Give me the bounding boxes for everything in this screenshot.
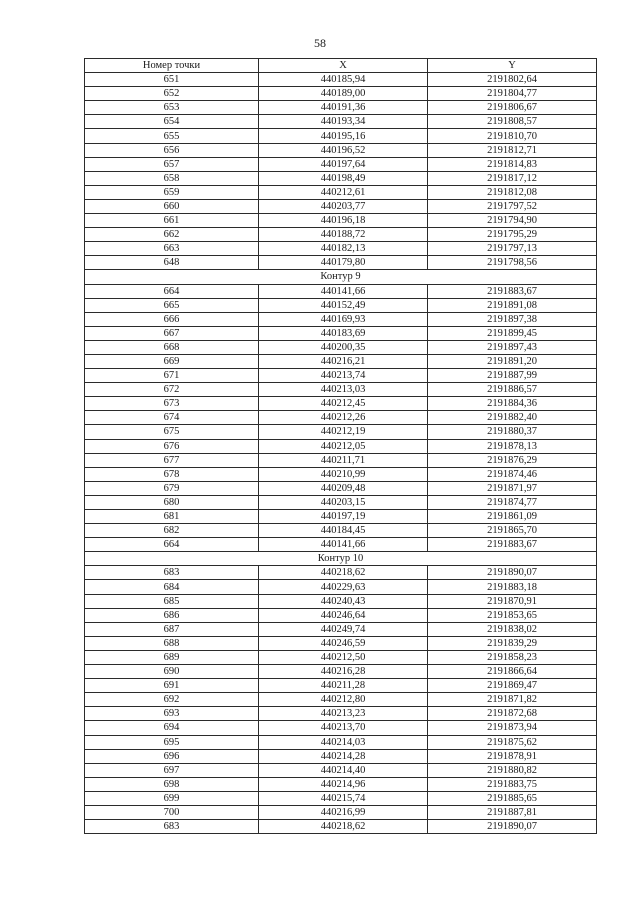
cell-y: 2191876,29 bbox=[428, 453, 597, 467]
cell-y: 2191874,77 bbox=[428, 495, 597, 509]
cell-x: 440182,13 bbox=[259, 242, 428, 256]
cell-x: 440215,74 bbox=[259, 791, 428, 805]
cell-x: 440188,72 bbox=[259, 228, 428, 242]
cell-y: 2191875,62 bbox=[428, 735, 597, 749]
cell-x: 440183,69 bbox=[259, 326, 428, 340]
cell-y: 2191797,52 bbox=[428, 199, 597, 213]
table-row bbox=[85, 369, 597, 383]
cell-point-number: 661 bbox=[85, 214, 259, 228]
cell-y: 2191887,81 bbox=[428, 805, 597, 819]
table-row bbox=[85, 608, 597, 622]
cell-x: 440212,45 bbox=[259, 397, 428, 411]
cell-y: 2191886,57 bbox=[428, 383, 597, 397]
table-row bbox=[85, 157, 597, 171]
cell-point-number: 680 bbox=[85, 495, 259, 509]
cell-y: 2191858,23 bbox=[428, 650, 597, 664]
cell-x: 440216,21 bbox=[259, 354, 428, 368]
cell-x: 440216,99 bbox=[259, 805, 428, 819]
table-row bbox=[85, 284, 597, 298]
cell-x: 440214,96 bbox=[259, 777, 428, 791]
table-row bbox=[85, 439, 597, 453]
cell-point-number: 683 bbox=[85, 566, 259, 580]
cell-x: 440218,62 bbox=[259, 566, 428, 580]
table-row bbox=[85, 693, 597, 707]
cell-y: 2191885,65 bbox=[428, 791, 597, 805]
cell-point-number: 662 bbox=[85, 228, 259, 242]
table-row bbox=[85, 199, 597, 213]
cell-point-number: 675 bbox=[85, 425, 259, 439]
table-row bbox=[85, 594, 597, 608]
cell-x: 440218,62 bbox=[259, 820, 428, 834]
cell-point-number: 690 bbox=[85, 665, 259, 679]
table-row bbox=[85, 707, 597, 721]
cell-x: 440240,43 bbox=[259, 594, 428, 608]
cell-point-number: 679 bbox=[85, 481, 259, 495]
header-x: X bbox=[259, 59, 428, 73]
cell-x: 440196,18 bbox=[259, 214, 428, 228]
header-point-number: Номер точки bbox=[85, 59, 259, 73]
table-row bbox=[85, 383, 597, 397]
table-row bbox=[85, 397, 597, 411]
cell-x: 440185,94 bbox=[259, 73, 428, 87]
cell-point-number: 683 bbox=[85, 820, 259, 834]
table-row bbox=[85, 524, 597, 538]
cell-x: 440169,93 bbox=[259, 312, 428, 326]
cell-x: 440210,99 bbox=[259, 467, 428, 481]
cell-x: 440141,66 bbox=[259, 284, 428, 298]
table-row bbox=[85, 566, 597, 580]
cell-y: 2191891,20 bbox=[428, 354, 597, 368]
table-row bbox=[85, 115, 597, 129]
cell-x: 440212,05 bbox=[259, 439, 428, 453]
cell-y: 2191897,43 bbox=[428, 340, 597, 354]
table-row bbox=[85, 242, 597, 256]
cell-point-number: 678 bbox=[85, 467, 259, 481]
table-row bbox=[85, 87, 597, 101]
cell-y: 2191872,68 bbox=[428, 707, 597, 721]
cell-point-number: 677 bbox=[85, 453, 259, 467]
cell-x: 440141,66 bbox=[259, 538, 428, 552]
cell-y: 2191899,45 bbox=[428, 326, 597, 340]
cell-point-number: 681 bbox=[85, 510, 259, 524]
cell-y: 2191897,38 bbox=[428, 312, 597, 326]
cell-point-number: 700 bbox=[85, 805, 259, 819]
table-row bbox=[85, 143, 597, 157]
table-row bbox=[85, 538, 597, 552]
cell-point-number: 693 bbox=[85, 707, 259, 721]
cell-y: 2191802,64 bbox=[428, 73, 597, 87]
table-row bbox=[85, 298, 597, 312]
cell-x: 440214,40 bbox=[259, 763, 428, 777]
table-row bbox=[85, 340, 597, 354]
cell-point-number: 689 bbox=[85, 650, 259, 664]
cell-x: 440229,63 bbox=[259, 580, 428, 594]
table-row bbox=[85, 820, 597, 834]
table-row bbox=[85, 679, 597, 693]
cell-point-number: 676 bbox=[85, 439, 259, 453]
table-row bbox=[85, 636, 597, 650]
cell-x: 440246,64 bbox=[259, 608, 428, 622]
cell-x: 440249,74 bbox=[259, 622, 428, 636]
cell-x: 440203,15 bbox=[259, 495, 428, 509]
cell-point-number: 665 bbox=[85, 298, 259, 312]
cell-y: 2191871,82 bbox=[428, 693, 597, 707]
cell-y: 2191890,07 bbox=[428, 566, 597, 580]
table-row bbox=[85, 735, 597, 749]
table-row bbox=[85, 256, 597, 270]
cell-point-number: 668 bbox=[85, 340, 259, 354]
coordinates-table bbox=[84, 58, 597, 834]
table-row bbox=[85, 749, 597, 763]
cell-y: 2191817,12 bbox=[428, 171, 597, 185]
cell-point-number: 663 bbox=[85, 242, 259, 256]
cell-x: 440211,71 bbox=[259, 453, 428, 467]
table-body bbox=[85, 73, 597, 834]
table-header-row bbox=[85, 59, 597, 73]
cell-point-number: 664 bbox=[85, 284, 259, 298]
cell-x: 440198,49 bbox=[259, 171, 428, 185]
cell-y: 2191871,97 bbox=[428, 481, 597, 495]
cell-point-number: 697 bbox=[85, 763, 259, 777]
cell-x: 440179,80 bbox=[259, 256, 428, 270]
table-row bbox=[85, 622, 597, 636]
cell-point-number: 673 bbox=[85, 397, 259, 411]
cell-point-number: 674 bbox=[85, 411, 259, 425]
table-row bbox=[85, 73, 597, 87]
cell-point-number: 666 bbox=[85, 312, 259, 326]
table-row bbox=[85, 129, 597, 143]
cell-point-number: 654 bbox=[85, 115, 259, 129]
cell-y: 2191866,64 bbox=[428, 665, 597, 679]
section-title: Контур 10 bbox=[85, 552, 597, 566]
table-row bbox=[85, 411, 597, 425]
table-row bbox=[85, 228, 597, 242]
cell-x: 440214,28 bbox=[259, 749, 428, 763]
cell-x: 440211,28 bbox=[259, 679, 428, 693]
cell-point-number: 699 bbox=[85, 791, 259, 805]
cell-x: 440213,70 bbox=[259, 721, 428, 735]
cell-y: 2191853,65 bbox=[428, 608, 597, 622]
cell-point-number: 684 bbox=[85, 580, 259, 594]
cell-y: 2191874,46 bbox=[428, 467, 597, 481]
cell-y: 2191869,47 bbox=[428, 679, 597, 693]
cell-x: 440246,59 bbox=[259, 636, 428, 650]
cell-x: 440213,23 bbox=[259, 707, 428, 721]
cell-y: 2191884,36 bbox=[428, 397, 597, 411]
cell-y: 2191882,40 bbox=[428, 411, 597, 425]
section-title-row bbox=[85, 270, 597, 284]
cell-x: 440212,50 bbox=[259, 650, 428, 664]
cell-y: 2191878,13 bbox=[428, 439, 597, 453]
table-row bbox=[85, 721, 597, 735]
cell-point-number: 648 bbox=[85, 256, 259, 270]
cell-y: 2191883,67 bbox=[428, 538, 597, 552]
cell-point-number: 667 bbox=[85, 326, 259, 340]
cell-point-number: 657 bbox=[85, 157, 259, 171]
cell-y: 2191890,07 bbox=[428, 820, 597, 834]
table-row bbox=[85, 101, 597, 115]
cell-point-number: 655 bbox=[85, 129, 259, 143]
cell-point-number: 651 bbox=[85, 73, 259, 87]
cell-point-number: 653 bbox=[85, 101, 259, 115]
cell-y: 2191887,99 bbox=[428, 369, 597, 383]
page-number: 58 bbox=[314, 36, 326, 50]
table-row bbox=[85, 481, 597, 495]
cell-y: 2191812,08 bbox=[428, 185, 597, 199]
cell-y: 2191795,29 bbox=[428, 228, 597, 242]
cell-y: 2191861,09 bbox=[428, 510, 597, 524]
cell-x: 440214,03 bbox=[259, 735, 428, 749]
table-row bbox=[85, 791, 597, 805]
cell-y: 2191873,94 bbox=[428, 721, 597, 735]
cell-point-number: 656 bbox=[85, 143, 259, 157]
table-row bbox=[85, 763, 597, 777]
cell-y: 2191883,67 bbox=[428, 284, 597, 298]
cell-point-number: 695 bbox=[85, 735, 259, 749]
cell-point-number: 669 bbox=[85, 354, 259, 368]
cell-point-number: 664 bbox=[85, 538, 259, 552]
table-row bbox=[85, 354, 597, 368]
table-row bbox=[85, 510, 597, 524]
cell-y: 2191839,29 bbox=[428, 636, 597, 650]
table-row bbox=[85, 312, 597, 326]
cell-point-number: 660 bbox=[85, 199, 259, 213]
cell-point-number: 686 bbox=[85, 608, 259, 622]
cell-x: 440197,19 bbox=[259, 510, 428, 524]
cell-y: 2191891,08 bbox=[428, 298, 597, 312]
cell-x: 440209,48 bbox=[259, 481, 428, 495]
cell-point-number: 694 bbox=[85, 721, 259, 735]
table-row bbox=[85, 185, 597, 199]
cell-y: 2191806,67 bbox=[428, 101, 597, 115]
cell-x: 440189,00 bbox=[259, 87, 428, 101]
cell-y: 2191808,57 bbox=[428, 115, 597, 129]
cell-x: 440212,26 bbox=[259, 411, 428, 425]
cell-x: 440212,19 bbox=[259, 425, 428, 439]
cell-x: 440212,80 bbox=[259, 693, 428, 707]
table-row bbox=[85, 467, 597, 481]
cell-point-number: 685 bbox=[85, 594, 259, 608]
cell-y: 2191797,13 bbox=[428, 242, 597, 256]
cell-y: 2191865,70 bbox=[428, 524, 597, 538]
cell-x: 440191,36 bbox=[259, 101, 428, 115]
section-title-row bbox=[85, 552, 597, 566]
table-row bbox=[85, 665, 597, 679]
cell-point-number: 671 bbox=[85, 369, 259, 383]
header-y: Y bbox=[428, 59, 597, 73]
cell-point-number: 696 bbox=[85, 749, 259, 763]
cell-point-number: 698 bbox=[85, 777, 259, 791]
section-title: Контур 9 bbox=[85, 270, 597, 284]
cell-y: 2191880,82 bbox=[428, 763, 597, 777]
cell-y: 2191812,71 bbox=[428, 143, 597, 157]
cell-x: 440213,74 bbox=[259, 369, 428, 383]
cell-x: 440152,49 bbox=[259, 298, 428, 312]
table-row bbox=[85, 425, 597, 439]
table-row bbox=[85, 580, 597, 594]
cell-y: 2191804,77 bbox=[428, 87, 597, 101]
cell-y: 2191883,75 bbox=[428, 777, 597, 791]
table-row bbox=[85, 214, 597, 228]
table-row bbox=[85, 326, 597, 340]
cell-point-number: 682 bbox=[85, 524, 259, 538]
cell-point-number: 659 bbox=[85, 185, 259, 199]
table-row bbox=[85, 777, 597, 791]
table-row bbox=[85, 805, 597, 819]
cell-x: 440216,28 bbox=[259, 665, 428, 679]
cell-x: 440184,45 bbox=[259, 524, 428, 538]
cell-x: 440193,34 bbox=[259, 115, 428, 129]
table-row bbox=[85, 650, 597, 664]
cell-y: 2191814,83 bbox=[428, 157, 597, 171]
cell-y: 2191794,90 bbox=[428, 214, 597, 228]
cell-y: 2191810,70 bbox=[428, 129, 597, 143]
cell-point-number: 652 bbox=[85, 87, 259, 101]
cell-y: 2191883,18 bbox=[428, 580, 597, 594]
cell-y: 2191880,37 bbox=[428, 425, 597, 439]
table-row bbox=[85, 495, 597, 509]
cell-y: 2191838,02 bbox=[428, 622, 597, 636]
cell-x: 440196,52 bbox=[259, 143, 428, 157]
cell-x: 440213,03 bbox=[259, 383, 428, 397]
cell-y: 2191878,91 bbox=[428, 749, 597, 763]
cell-x: 440203,77 bbox=[259, 199, 428, 213]
cell-x: 440197,64 bbox=[259, 157, 428, 171]
cell-point-number: 688 bbox=[85, 636, 259, 650]
cell-y: 2191798,56 bbox=[428, 256, 597, 270]
cell-point-number: 672 bbox=[85, 383, 259, 397]
cell-point-number: 687 bbox=[85, 622, 259, 636]
cell-x: 440195,16 bbox=[259, 129, 428, 143]
cell-point-number: 658 bbox=[85, 171, 259, 185]
cell-point-number: 691 bbox=[85, 679, 259, 693]
table-row bbox=[85, 453, 597, 467]
table-row bbox=[85, 171, 597, 185]
cell-y: 2191870,91 bbox=[428, 594, 597, 608]
cell-point-number: 692 bbox=[85, 693, 259, 707]
cell-x: 440212,61 bbox=[259, 185, 428, 199]
cell-x: 440200,35 bbox=[259, 340, 428, 354]
